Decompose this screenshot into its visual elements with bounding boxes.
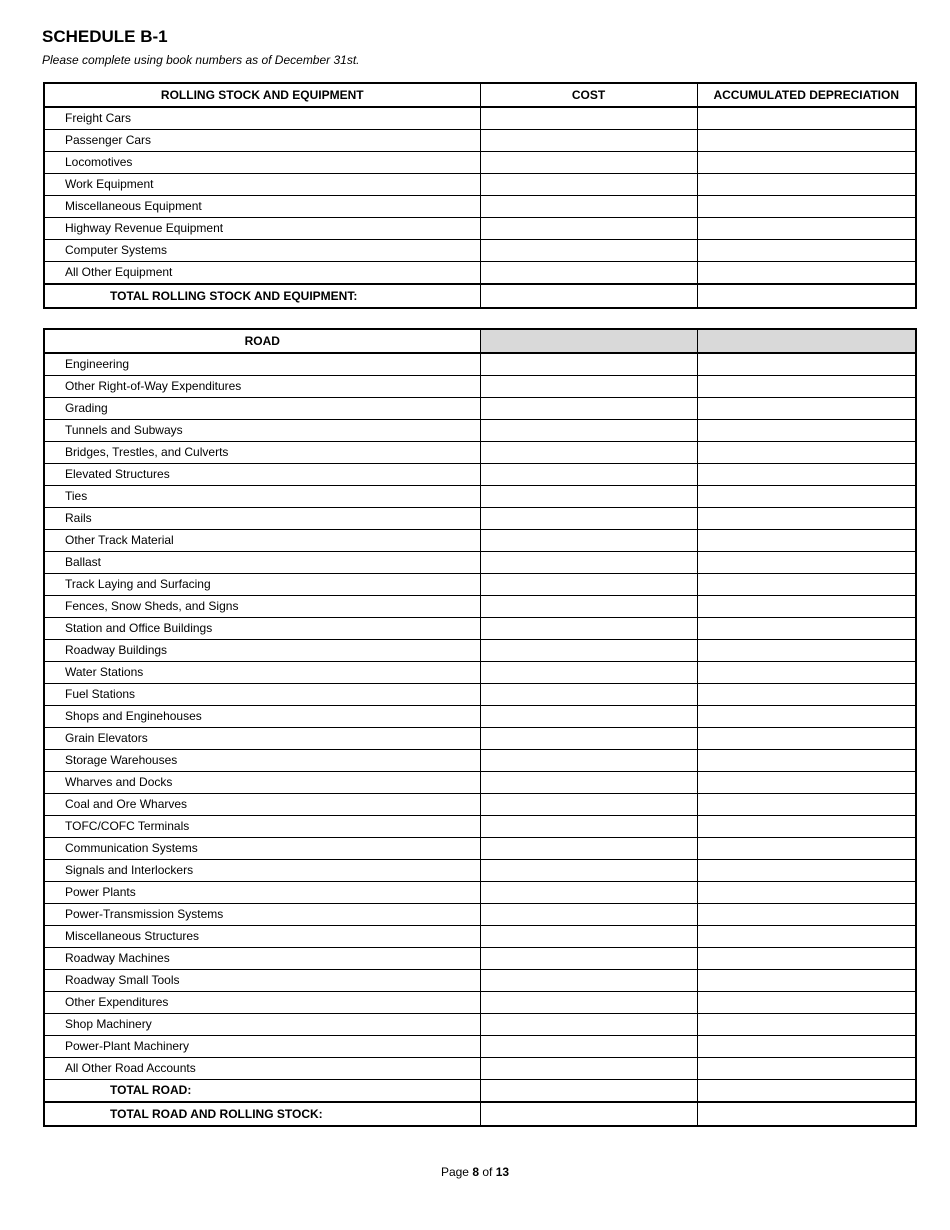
rolling-stock-item-label: Miscellaneous Equipment	[44, 196, 480, 218]
road-depreciation-cell[interactable]	[697, 882, 916, 904]
road-depreciation-cell[interactable]	[697, 838, 916, 860]
page-of: of	[482, 1165, 493, 1179]
road-cost-cell[interactable]	[480, 772, 697, 794]
rolling-stock-item-label: Freight Cars	[44, 107, 480, 130]
road-item-label: Other Expenditures	[44, 992, 480, 1014]
rolling-stock-item-label: Work Equipment	[44, 174, 480, 196]
road-depreciation-cell[interactable]	[697, 530, 916, 552]
rolling-stock-total-cost-cell[interactable]	[480, 284, 697, 308]
road-depreciation-cell[interactable]	[697, 1036, 916, 1058]
rolling-stock-depreciation-cell[interactable]	[697, 262, 916, 285]
road-cost-cell[interactable]	[480, 926, 697, 948]
rolling-stock-cost-cell[interactable]	[480, 196, 697, 218]
road-item-label: Rails	[44, 508, 480, 530]
road-depreciation-cell[interactable]	[697, 464, 916, 486]
road-cost-cell[interactable]	[480, 816, 697, 838]
road-item-label: Tunnels and Subways	[44, 420, 480, 442]
road-item-label: Wharves and Docks	[44, 772, 480, 794]
rolling-stock-cost-cell[interactable]	[480, 130, 697, 152]
road-row	[44, 860, 916, 882]
road-item-label: Grain Elevators	[44, 728, 480, 750]
road-item-label: Signals and Interlockers	[44, 860, 480, 882]
grand-total-depreciation-cell[interactable]	[697, 1102, 916, 1126]
cost-column-header: COST	[480, 83, 697, 107]
road-depreciation-cell[interactable]	[697, 948, 916, 970]
road-depreciation-cell[interactable]	[697, 1014, 916, 1036]
rolling-stock-row	[44, 218, 916, 240]
road-item-label: Ties	[44, 486, 480, 508]
road-cost-cell[interactable]	[480, 882, 697, 904]
rolling-stock-depreciation-cell[interactable]	[697, 174, 916, 196]
rolling-stock-item-label: Passenger Cars	[44, 130, 480, 152]
rolling-stock-depreciation-cell[interactable]	[697, 107, 916, 130]
road-cost-cell[interactable]	[480, 838, 697, 860]
rolling-stock-row	[44, 174, 916, 196]
total-road-label: TOTAL ROAD:	[44, 1080, 480, 1103]
road-cost-cell[interactable]	[480, 1058, 697, 1080]
road-item-label: Roadway Buildings	[44, 640, 480, 662]
rolling-stock-row	[44, 240, 916, 262]
road-cost-cell[interactable]	[480, 948, 697, 970]
road-depreciation-cell[interactable]	[697, 706, 916, 728]
road-cost-cell[interactable]	[480, 530, 697, 552]
road-depreciation-cell[interactable]	[697, 970, 916, 992]
road-cost-cell[interactable]	[480, 574, 697, 596]
road-depreciation-cell[interactable]	[697, 640, 916, 662]
rolling-stock-depreciation-cell[interactable]	[697, 218, 916, 240]
road-item-label: Other Right-of-Way Expenditures	[44, 376, 480, 398]
road-cost-cell[interactable]	[480, 860, 697, 882]
road-depreciation-cell[interactable]	[697, 1058, 916, 1080]
total-road-cost-cell[interactable]	[480, 1080, 697, 1103]
grand-total-label: TOTAL ROAD AND ROLLING STOCK:	[44, 1102, 480, 1126]
road-cost-cell[interactable]	[480, 353, 697, 376]
road-row	[44, 1036, 916, 1058]
road-row	[44, 486, 916, 508]
road-cost-cell[interactable]	[480, 706, 697, 728]
road-row	[44, 882, 916, 904]
road-row	[44, 464, 916, 486]
road-item-label: All Other Road Accounts	[44, 1058, 480, 1080]
road-cost-cell[interactable]	[480, 750, 697, 772]
road-depreciation-cell[interactable]	[697, 684, 916, 706]
rolling-stock-cost-cell[interactable]	[480, 107, 697, 130]
road-item-label: Shops and Enginehouses	[44, 706, 480, 728]
road-row	[44, 706, 916, 728]
road-depreciation-cell[interactable]	[697, 574, 916, 596]
road-row	[44, 398, 916, 420]
road-cost-cell[interactable]	[480, 376, 697, 398]
road-item-label: Fuel Stations	[44, 684, 480, 706]
road-row	[44, 1058, 916, 1080]
rolling-stock-row	[44, 107, 916, 130]
road-row	[44, 750, 916, 772]
rolling-stock-rows	[44, 107, 916, 284]
instructions-text: Please complete using book numbers as of December 31st.	[42, 53, 360, 67]
road-row	[44, 376, 916, 398]
road-depreciation-cell[interactable]	[697, 486, 916, 508]
road-item-label: Communication Systems	[44, 838, 480, 860]
road-header-row	[44, 329, 916, 353]
road-rows	[44, 353, 916, 1080]
road-item-label: Miscellaneous Structures	[44, 926, 480, 948]
road-row	[44, 970, 916, 992]
road-cost-cell[interactable]	[480, 508, 697, 530]
road-depreciation-cell[interactable]	[697, 750, 916, 772]
road-item-label: Station and Office Buildings	[44, 618, 480, 640]
rolling-stock-depreciation-cell[interactable]	[697, 240, 916, 262]
road-depreciation-cell[interactable]	[697, 662, 916, 684]
road-cost-cell[interactable]	[480, 662, 697, 684]
rolling-stock-item-label: Computer Systems	[44, 240, 480, 262]
rolling-stock-row	[44, 130, 916, 152]
road-row	[44, 992, 916, 1014]
road-depreciation-cell[interactable]	[697, 772, 916, 794]
rolling-stock-item-label: Locomotives	[44, 152, 480, 174]
road-item-label: Power Plants	[44, 882, 480, 904]
rolling-stock-cost-cell[interactable]	[480, 218, 697, 240]
road-depreciation-cell[interactable]	[697, 904, 916, 926]
road-row	[44, 640, 916, 662]
page-number: 8	[472, 1165, 479, 1179]
road-depreciation-cell[interactable]	[697, 353, 916, 376]
road-cost-cell[interactable]	[480, 728, 697, 750]
rolling-stock-total-depreciation-cell[interactable]	[697, 284, 916, 308]
road-item-label: Storage Warehouses	[44, 750, 480, 772]
road-depreciation-cell[interactable]	[697, 596, 916, 618]
road-cost-cell[interactable]	[480, 552, 697, 574]
road-depreciation-cell[interactable]	[697, 618, 916, 640]
road-item-label: TOFC/COFC Terminals	[44, 816, 480, 838]
total-road-row	[44, 1080, 916, 1103]
rolling-stock-cost-cell[interactable]	[480, 240, 697, 262]
road-row	[44, 684, 916, 706]
rolling-stock-cost-cell[interactable]	[480, 174, 697, 196]
road-row	[44, 618, 916, 640]
road-row	[44, 1014, 916, 1036]
rolling-stock-row	[44, 152, 916, 174]
road-row	[44, 552, 916, 574]
road-row	[44, 926, 916, 948]
rolling-stock-cost-cell[interactable]	[480, 262, 697, 285]
road-table	[43, 328, 917, 1127]
accumulated-depreciation-column-header: ACCUMULATED DEPRECIATION	[697, 83, 916, 107]
road-cost-cell[interactable]	[480, 1036, 697, 1058]
road-row	[44, 530, 916, 552]
road-row	[44, 596, 916, 618]
rolling-stock-table	[43, 82, 917, 309]
road-depreciation-cell[interactable]	[697, 816, 916, 838]
road-row	[44, 772, 916, 794]
schedule-title: SCHEDULE B-1	[42, 27, 168, 46]
road-item-label: Ballast	[44, 552, 480, 574]
road-depreciation-cell[interactable]	[697, 926, 916, 948]
road-cost-cell[interactable]	[480, 442, 697, 464]
rolling-stock-item-label: All Other Equipment	[44, 262, 480, 285]
road-cost-cell[interactable]	[480, 420, 697, 442]
road-item-label: Shop Machinery	[44, 1014, 480, 1036]
road-depreciation-cell[interactable]	[697, 508, 916, 530]
road-depreciation-cell[interactable]	[697, 794, 916, 816]
road-item-label: Grading	[44, 398, 480, 420]
road-cost-cell[interactable]	[480, 1014, 697, 1036]
rolling-stock-depreciation-cell[interactable]	[697, 130, 916, 152]
road-row	[44, 574, 916, 596]
road-item-label: Elevated Structures	[44, 464, 480, 486]
road-item-label: Water Stations	[44, 662, 480, 684]
rolling-stock-depreciation-cell[interactable]	[697, 196, 916, 218]
road-row	[44, 816, 916, 838]
rolling-stock-row	[44, 196, 916, 218]
rolling-stock-item-label: Highway Revenue Equipment	[44, 218, 480, 240]
road-depreciation-cell[interactable]	[697, 552, 916, 574]
road-depreciation-cell[interactable]	[697, 398, 916, 420]
road-cost-cell[interactable]	[480, 904, 697, 926]
road-depreciation-cell[interactable]	[697, 376, 916, 398]
road-row	[44, 442, 916, 464]
road-item-label: Bridges, Trestles, and Culverts	[44, 442, 480, 464]
road-depreciation-cell[interactable]	[697, 728, 916, 750]
road-column-header: ROAD	[44, 329, 480, 353]
road-depreciation-cell[interactable]	[697, 420, 916, 442]
road-item-label: Power-Transmission Systems	[44, 904, 480, 926]
road-row	[44, 904, 916, 926]
rolling-stock-depreciation-cell[interactable]	[697, 152, 916, 174]
road-row	[44, 794, 916, 816]
road-cost-cell[interactable]	[480, 486, 697, 508]
grand-total-cost-cell[interactable]	[480, 1102, 697, 1126]
road-cost-cell[interactable]	[480, 794, 697, 816]
road-item-label: Roadway Machines	[44, 948, 480, 970]
road-cost-cell[interactable]	[480, 970, 697, 992]
page-total: 13	[495, 1165, 510, 1179]
rolling-stock-total-row	[44, 284, 916, 308]
road-item-label: Power-Plant Machinery	[44, 1036, 480, 1058]
road-row	[44, 728, 916, 750]
road-depreciation-cell[interactable]	[697, 992, 916, 1014]
road-cost-cell[interactable]	[480, 464, 697, 486]
rolling-stock-cost-cell[interactable]	[480, 152, 697, 174]
rolling-stock-column-header: ROLLING STOCK AND EQUIPMENT	[44, 83, 480, 107]
road-row	[44, 838, 916, 860]
road-cost-cell[interactable]	[480, 398, 697, 420]
page-footer	[0, 1165, 950, 1179]
rolling-stock-total-label: TOTAL ROLLING STOCK AND EQUIPMENT:	[44, 284, 480, 308]
road-row	[44, 353, 916, 376]
road-item-label: Other Track Material	[44, 530, 480, 552]
road-depreciation-cell[interactable]	[697, 860, 916, 882]
road-cost-cell[interactable]	[480, 596, 697, 618]
road-cost-cell[interactable]	[480, 992, 697, 1014]
road-row	[44, 948, 916, 970]
road-depreciation-cell[interactable]	[697, 442, 916, 464]
road-item-label: Track Laying and Surfacing	[44, 574, 480, 596]
road-cost-header-shaded	[480, 329, 697, 353]
road-item-label: Roadway Small Tools	[44, 970, 480, 992]
road-row	[44, 420, 916, 442]
page-prefix: Page	[440, 1165, 469, 1179]
road-item-label: Fences, Snow Sheds, and Signs	[44, 596, 480, 618]
road-row	[44, 508, 916, 530]
rolling-stock-row	[44, 262, 916, 285]
road-item-label: Coal and Ore Wharves	[44, 794, 480, 816]
road-item-label: Engineering	[44, 353, 480, 376]
road-depreciation-header-shaded	[697, 329, 916, 353]
road-row	[44, 662, 916, 684]
grand-total-row	[44, 1102, 916, 1126]
road-cost-cell[interactable]	[480, 684, 697, 706]
rolling-stock-header-row	[44, 83, 916, 107]
road-cost-cell[interactable]	[480, 640, 697, 662]
road-cost-cell[interactable]	[480, 618, 697, 640]
total-road-depreciation-cell[interactable]	[697, 1080, 916, 1103]
